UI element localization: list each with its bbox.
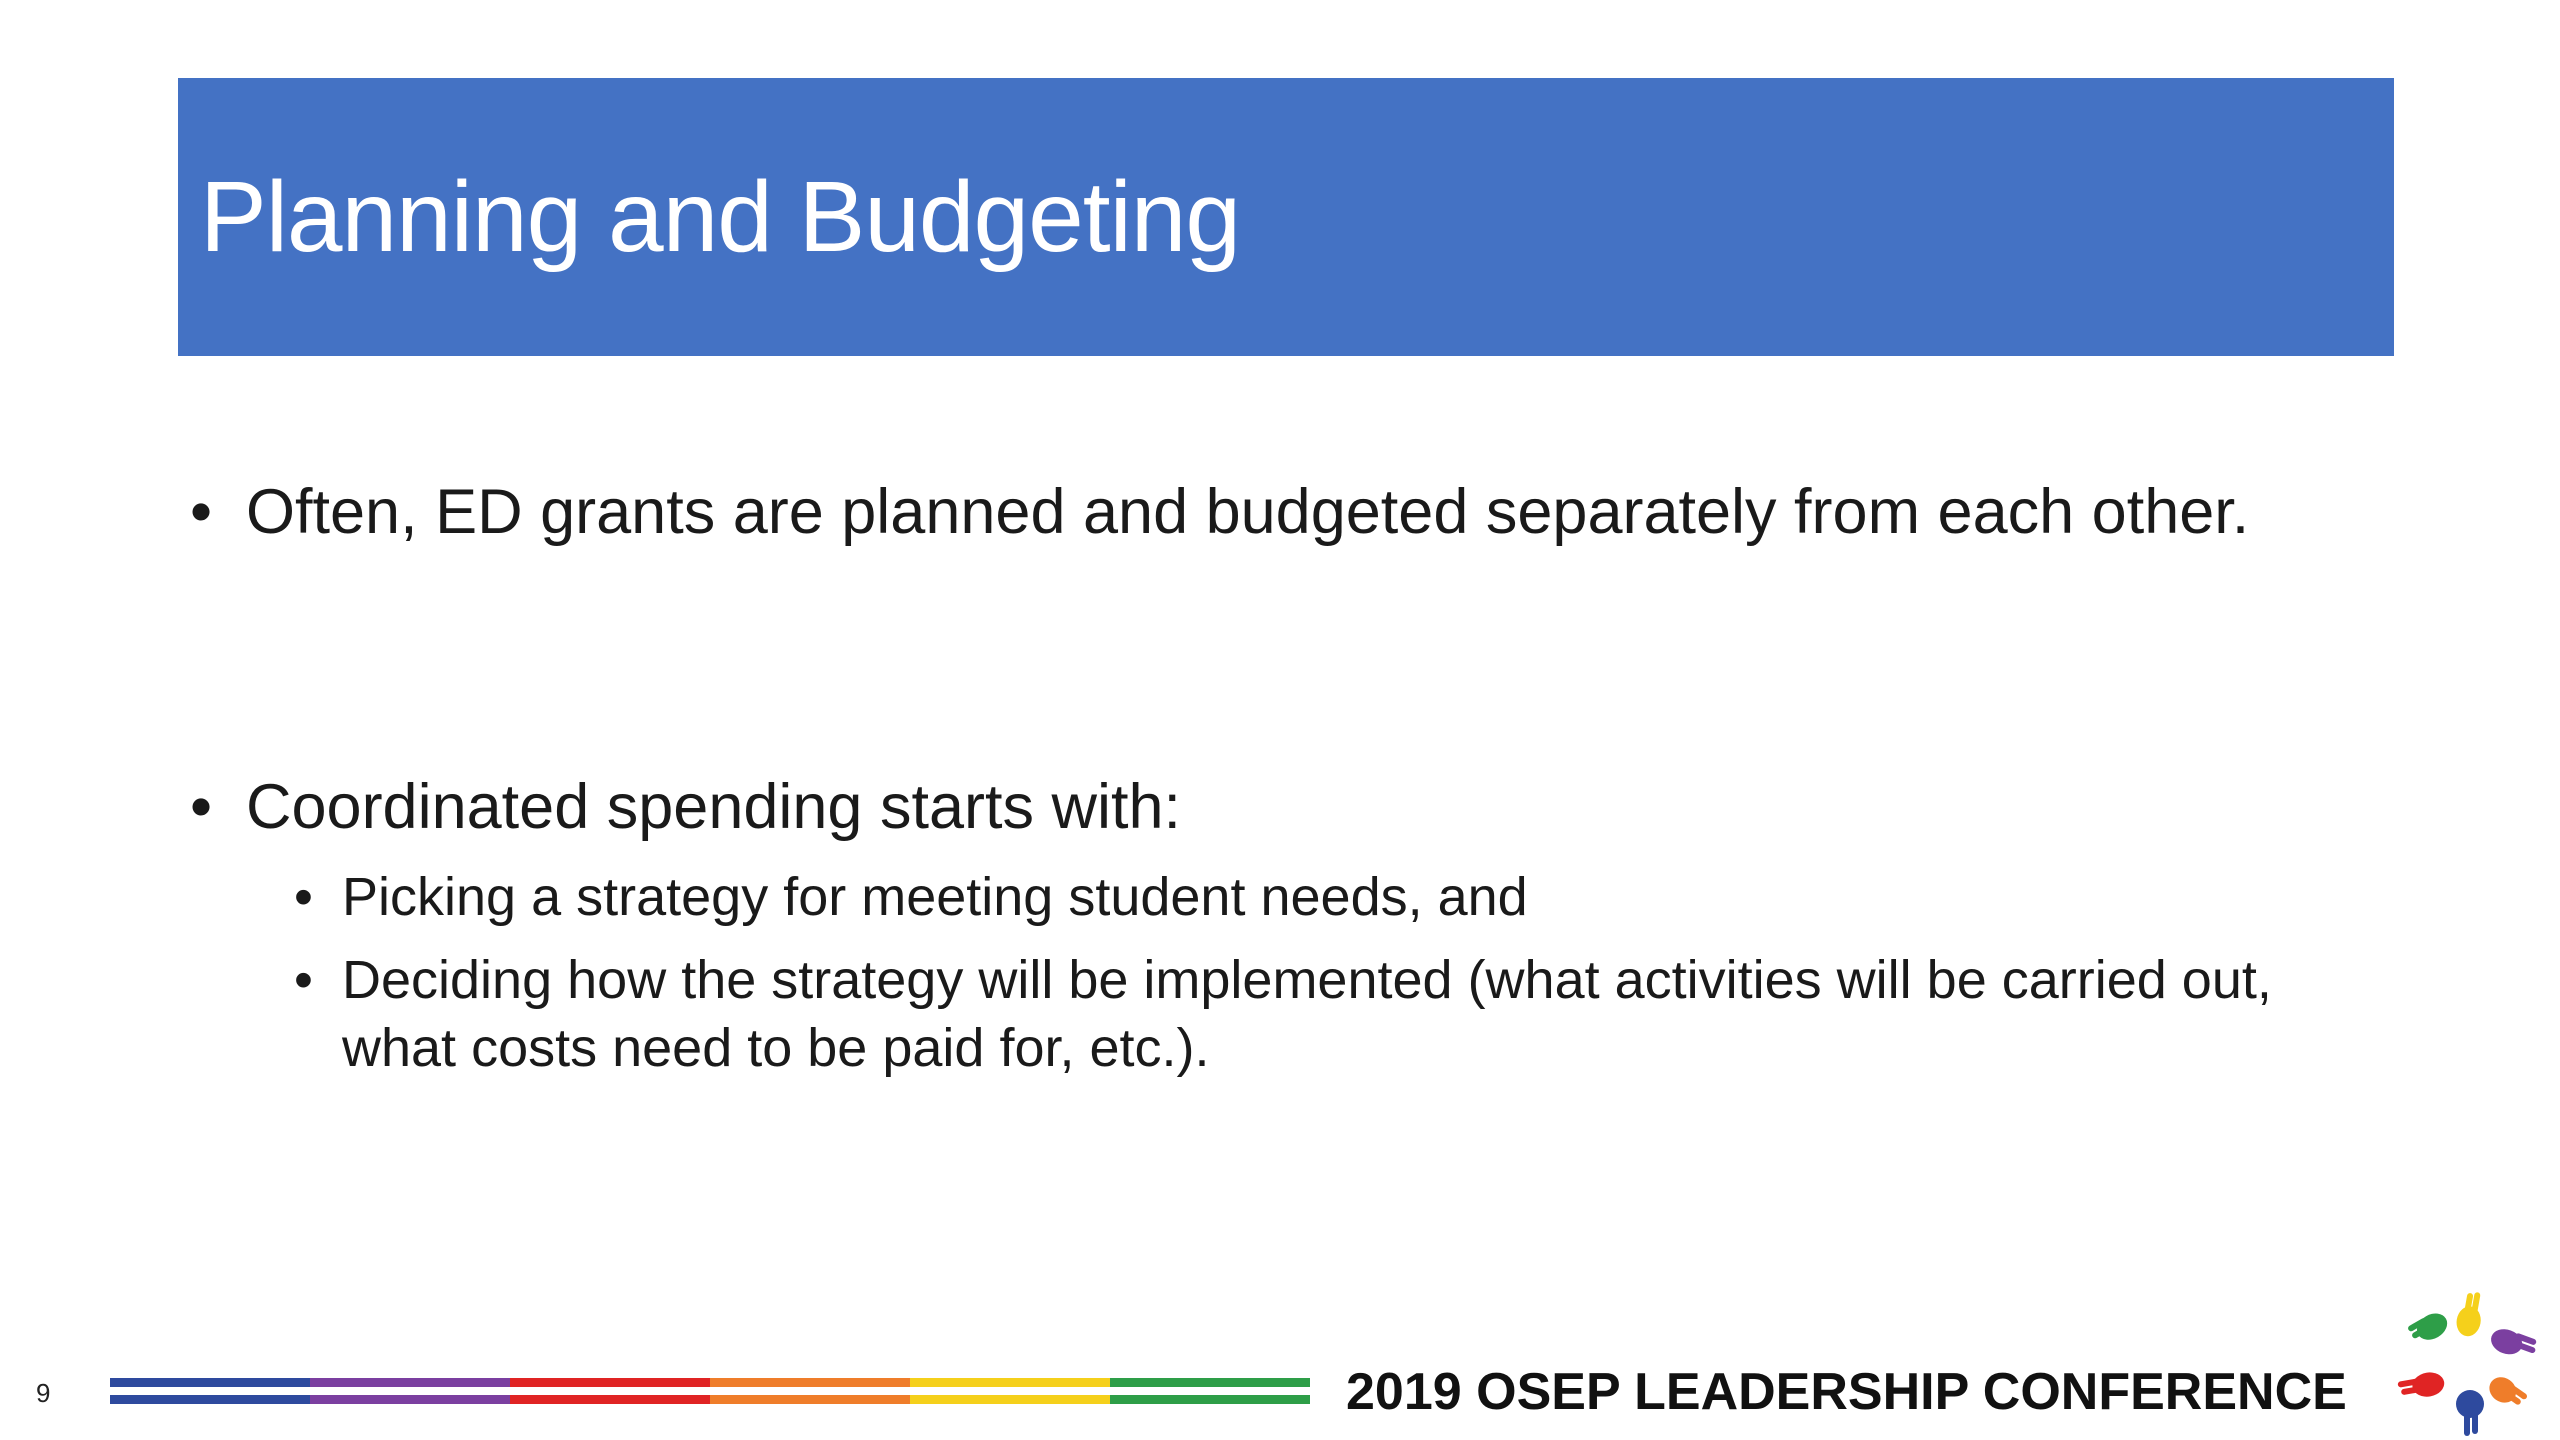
bullet-item [190,766,2346,848]
sub-bullet-item [294,863,2392,931]
hand-blue [2456,1390,2484,1436]
hand-purple [2487,1325,2538,1363]
title-band [178,78,2394,356]
slide-title: Planning and Budgeting [200,161,1241,273]
sub-bullet-dot: • [294,950,313,1010]
stripe-segment [110,1378,310,1387]
stripe-row-top [110,1378,1310,1387]
page-number: 9 [36,1378,51,1408]
sub-bullet-text: Picking a strategy for meeting student needs, and [342,867,1528,927]
sub-bullet-item [294,946,2392,1082]
stripe-segment [510,1395,710,1404]
stripe-segment [510,1378,710,1387]
stripe-segment [710,1395,910,1404]
bullet-dot: • [190,772,213,842]
bullet-item [190,471,2346,553]
sub-bullet-text: Deciding how the strategy will be implemented (what activities will be carried out, what costs need to be paid for, etc.). [342,950,2272,1078]
stripe-segment [1110,1378,1310,1387]
hand-orange [2484,1372,2529,1413]
hand-yellow [2454,1290,2485,1338]
footer-stripes [110,1378,1310,1408]
bullet-text: Coordinated spending starts with: [246,772,1182,842]
stripe-segment [910,1378,1110,1387]
bullet-text: Often, ED grants are planned and budgeted separately from each other. [246,477,2250,547]
stripe-segment [1110,1395,1310,1404]
stripe-segment [110,1395,310,1404]
stripe-row-bottom [110,1395,1310,1404]
stripe-segment [710,1378,910,1387]
stripe-segment [310,1395,510,1404]
hands-circle-icon [2392,1282,2552,1440]
sub-bullet-dot: • [294,867,313,927]
stripe-segment [310,1378,510,1387]
bullet-dot: • [190,477,213,547]
hand-green [2407,1308,2452,1348]
conference-label: 2019 OSEP LEADERSHIP CONFERENCE [1346,1363,2347,1421]
hand-red [2397,1370,2446,1402]
stripe-segment [910,1395,1110,1404]
